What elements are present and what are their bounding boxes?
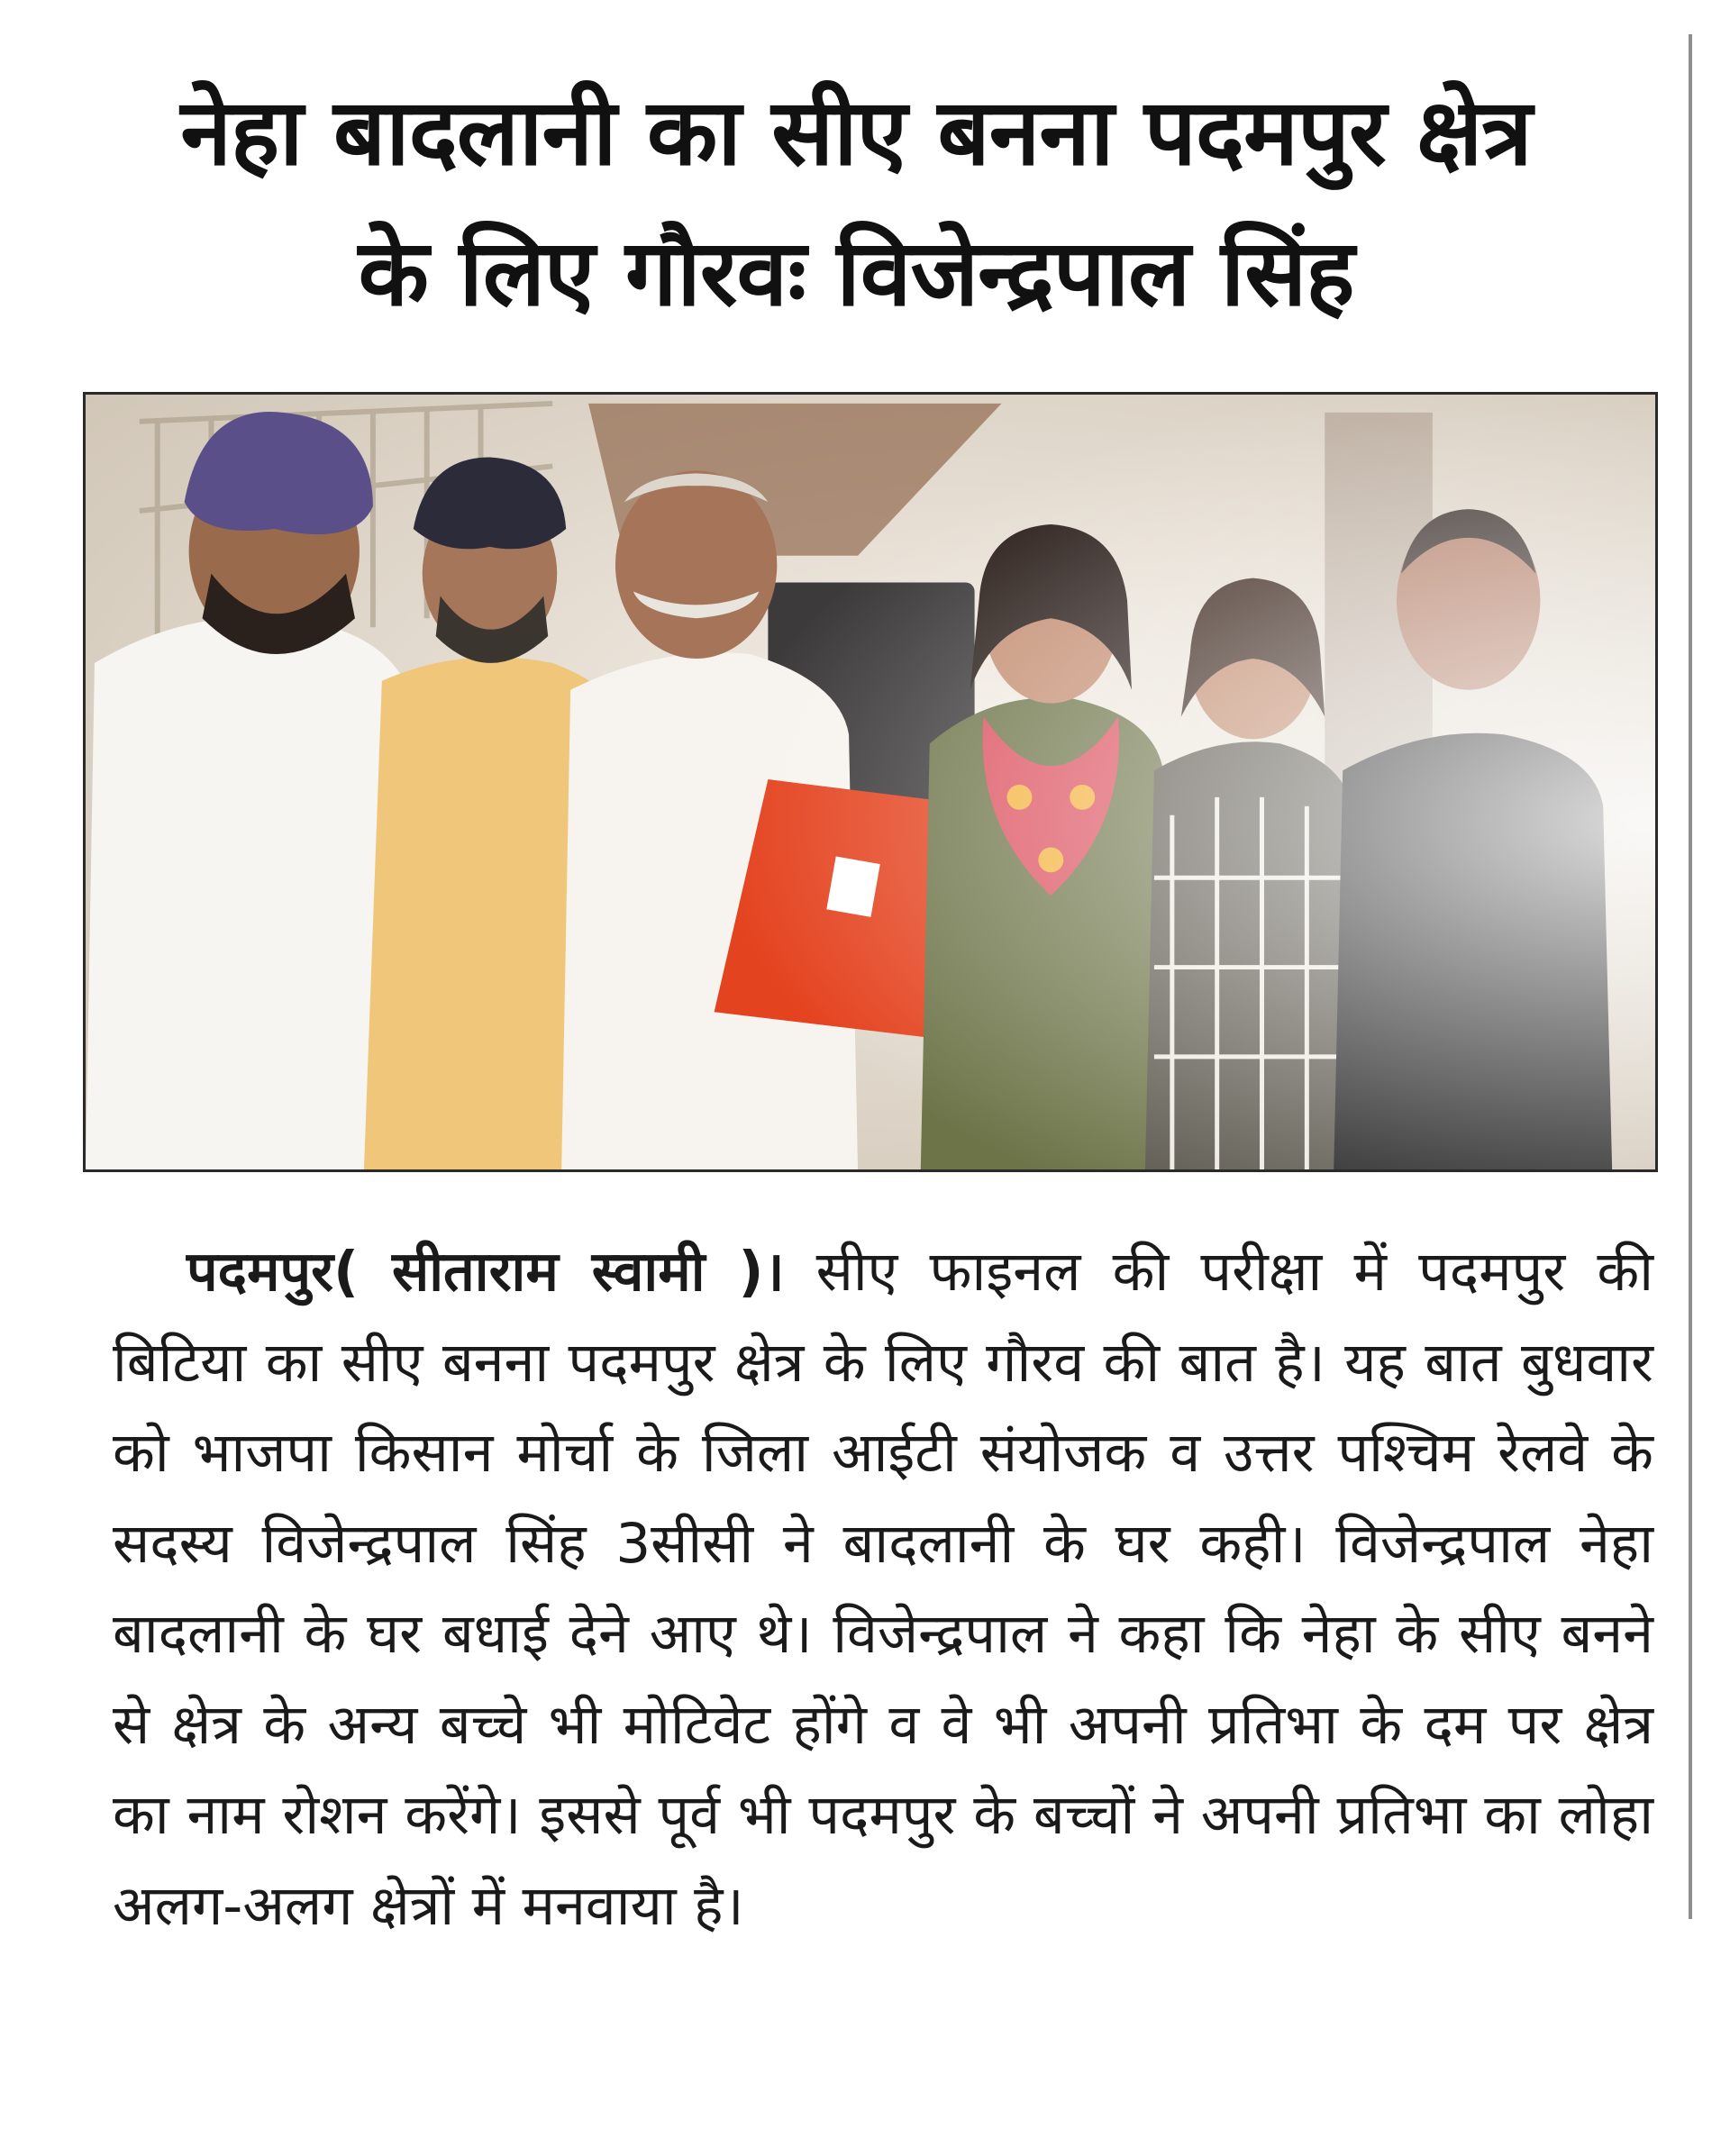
article-body (113, 1227, 1653, 1951)
headline-line-2: के लिए गौरवः विजेन्द्रपाल सिंह (358, 220, 1354, 327)
article-dateline: पदमपुर( सीताराम स्वामी )। (187, 1240, 785, 1304)
headline-line-1: नेहा बादलानी का सीए बनना पदमपुर क्षेत्र (180, 79, 1532, 186)
article-text: सीए फाइनल की परीक्षा में पदमपुर की बिटिया का सीए बनना पदमपुर क्षेत्र के लिए गौरव की बात है। यह बात बुधवार को भाजपा किसान मोर्चा के जिला आईटी संयोजक व उत्तर पश्चिम रेलवे के सदस्य विजेन्द्रपाल सिंह 3सीसी ने बादलानी के घर कही। विजेन्द्रपाल नेहा बादलानी के घर बधाई देने आए थे। विजेन्द्रपाल ने कहा कि नेहा के सीए बनने से क्षेत्र के अन्य बच्चे भी मोटिवेट होंगे व वे भी अपनी प्रतिभा के दम पर क्षेत्र का नाम रोशन करेंगे। इससे पूर्व भी पदमपुर के बच्चों ने अपनी प्रतिभा का लोहा अलग-अलग क्षेत्रों में मनवाया है। (113, 1240, 1653, 1938)
column-rule (1689, 34, 1692, 1919)
news-photo (83, 392, 1658, 1172)
group-photo-icon (86, 395, 1655, 1169)
headline (54, 63, 1658, 344)
photo-haze (86, 395, 1655, 1169)
